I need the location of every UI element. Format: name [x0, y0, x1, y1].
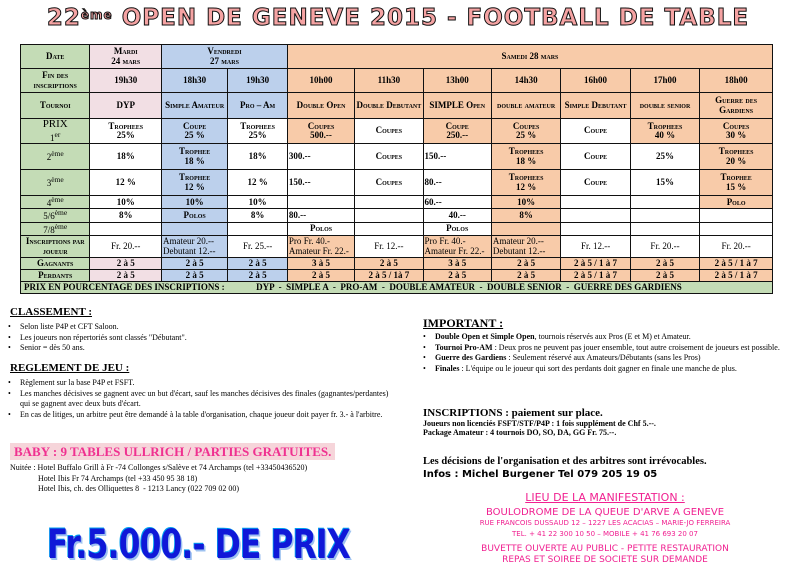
prize-cell: 60.-- [423, 196, 491, 209]
prize-cell: Polos [423, 222, 491, 235]
day-samedi: Samedi 28 mars [287, 45, 772, 69]
gagnants-cell: 3 à 5 [423, 258, 491, 270]
fee-cell: Fr. 20.-- [630, 236, 699, 258]
prize-cell: 80.-- [423, 170, 491, 196]
gagnants-cell: 2 à 5 [90, 258, 162, 270]
tournoi-cell: Simple Amateur [162, 93, 228, 119]
fee-cell: Fr. 25.-- [228, 236, 288, 258]
fee-cell: Fr. 20.-- [700, 236, 773, 258]
prize-cell: 300.-- [287, 144, 354, 170]
gagnants-cell: 2 à 5 [491, 258, 560, 270]
gagnants-row [21, 258, 773, 270]
baby-banner: BABY : 9 TABLES ULLRICH / PARTIES GRATUITES. [10, 443, 335, 460]
important-heading: IMPORTANT : [423, 316, 504, 330]
prize-cell: Coupe [561, 170, 630, 196]
day-vendredi: Vendredi 27 mars [162, 45, 288, 69]
prize-cell: Polos [287, 222, 354, 235]
tournoi-label: Tournoi [21, 93, 90, 119]
prize-cell [355, 222, 423, 235]
prize-cell: 25% [630, 144, 699, 170]
lieu-place: BOULODROME DE LA QUEUE D'ARVE A GENEVE [485, 507, 725, 518]
fee-cell: Fr. 12.-- [561, 236, 630, 258]
prize-row-1 [21, 119, 773, 144]
list-item: • Les joueurs non répertoriés sont classés "Débutant". [8, 333, 398, 344]
time-cell: 10h00 [287, 69, 354, 93]
decisions-block [423, 455, 707, 481]
prize-cell [561, 222, 630, 235]
prize-cell [630, 209, 699, 222]
tournoi-cell: double senior [630, 93, 699, 119]
reglement-heading: REGLEMENT DE JEU : [10, 362, 130, 374]
infos-contact: Infos : Michel Burgener Tel 079 205 19 05 [423, 469, 658, 480]
gagnants-cell: 3 à 5 [287, 258, 354, 270]
list-item: • Senior = dès 50 ans. [8, 343, 398, 354]
gagnants-cell: 2 à 5 / 1 à 7 [561, 258, 630, 270]
place-3-label: 3ème [21, 170, 90, 196]
place-4-label: 4ème [21, 196, 90, 209]
perdants-cell: 2 à 5 / 1 à 7 [561, 270, 630, 282]
lieu-heading: LIEU DE LA MANIFESTATION : [525, 491, 685, 504]
prize-cell: Trophee 18 % [162, 144, 228, 170]
prize-cell: 8% [90, 209, 162, 222]
prize-cell: 150.-- [287, 170, 354, 196]
perdants-cell: 2 à 5 [423, 270, 491, 282]
prize-cell: 80.-- [287, 209, 354, 222]
prize-cell [491, 222, 560, 235]
pourcentage-row [21, 282, 773, 294]
classement-heading: CLASSEMENT : [10, 306, 93, 318]
tournoi-cell: Double Debutant [355, 93, 423, 119]
prize-cell [700, 209, 773, 222]
tournoi-cell: DYP [90, 93, 162, 119]
gagnants-cell: 2 à 5 [630, 258, 699, 270]
nuitee-hotels: Nuitée : Hotel Buffalo Grill à Fr -74 Collonges s/Salève et 74 Archamps (tel +33450436520) Hotel Ibis Fr 74 Archamps (tel +33 450 95 38 18) Hotel Ibis, ch. des Olliquettes 8 - 1213 Lancy (022 709 02 00) [10, 463, 308, 493]
prize-cell [561, 209, 630, 222]
inscriptions-line: Package Amateur : 4 tournois DO, SO, DA, GG Fr. 75.--. [423, 428, 617, 437]
prize-cell: Coupe 250.-- [423, 119, 491, 144]
lieu-address: RUE FRANCOIS DUSSAUD 12 – 1227 LES ACACIAS – MARIE-JO FERREIRA [479, 519, 731, 527]
prize-cell: 12 % [90, 170, 162, 196]
tournoi-cell: Double Open [287, 93, 354, 119]
fee-cell: Fr. 12.-- [355, 236, 423, 258]
prize-cell: Trophees 12 % [491, 170, 560, 196]
prize-cell: 150.-- [423, 144, 491, 170]
prize-cell: Trophees 25% [228, 119, 288, 144]
list-item: • Selon liste P4P et CFT Saloon. [8, 322, 398, 333]
prize-cell [90, 222, 162, 235]
reglement-list [8, 378, 393, 420]
place-2-label: 2ème [21, 144, 90, 170]
time-cell: 18h30 [162, 69, 228, 93]
classement-list [8, 322, 398, 354]
prize-cell: 8% [491, 209, 560, 222]
schedule-table [20, 44, 773, 294]
perdants-cell: 2 à 5 [90, 270, 162, 282]
decisions-text: Les décisions de l'organisation et des arbitres sont irrévocables. [423, 456, 707, 467]
inscriptions-label: Inscriptions par joueur [21, 236, 90, 258]
time-cell: 11h30 [355, 69, 423, 93]
prize-cell [630, 196, 699, 209]
perdants-cell: 2 à 5 [491, 270, 560, 282]
perdants-cell: 2 à 5 [630, 270, 699, 282]
tournoi-cell: double amateur [491, 93, 560, 119]
prize-cell: 10% [228, 196, 288, 209]
prize-cell: Coupe 25 % [162, 119, 228, 144]
perdants-cell: 2 à 5 [287, 270, 354, 282]
header-row-date [21, 45, 773, 69]
prize-cell: 15% [630, 170, 699, 196]
fee-cell: Amateur 20.-- Debutant 12.-- [162, 236, 228, 258]
page-title: 22ème OPEN DE GENEVE 2015 - FOOTBALL DE TABLE [46, 5, 750, 31]
time-cell: 16h00 [561, 69, 630, 93]
fee-cell: Pro Fr. 40.- Amateur Fr. 22.- [423, 236, 491, 258]
prize-cell: 8% [228, 209, 288, 222]
gagnants-cell: 2 à 5 / 1 à 7 [700, 258, 773, 270]
time-cell: 18h00 [700, 69, 773, 93]
list-item: • Guerre des Gardiens : Seulement réservé aux Amateurs/Débutants (sans les Pros) [423, 353, 783, 364]
fee-cell: Pro Fr. 40.- Amateur Fr. 22.- [287, 236, 354, 258]
pourcentage-note: PRIX EN POURCENTAGE DES INSCRIPTIONS : DYP - SIMPLE A - PRO-AM - DOUBLE AMATEUR - DOUBLE SENIOR - GUERRE DES GARDIENS [21, 282, 773, 294]
time-cell: 14h30 [491, 69, 560, 93]
prize-cell: 18% [90, 144, 162, 170]
prize-cell [561, 196, 630, 209]
tournoi-cell: Guerre des Gardiens [700, 93, 773, 119]
prize-cell [700, 222, 773, 235]
gagnants-cell: 2 à 5 [228, 258, 288, 270]
prize-cell: Trophees 25% [90, 119, 162, 144]
prize-cell: Coupe [561, 119, 630, 144]
important-list [423, 332, 783, 374]
lieu-tel: TEL. + 41 22 300 10 50 – MOBILE + 41 76 693 20 07 [512, 530, 698, 538]
lieu-block [440, 492, 770, 566]
list-item: • Les manches décisives se gagnent avec un but d'écart, sauf les manches décisives des finales (gagnantes/perdantes) qui se gagnent avec deux buts d'écart. [8, 389, 393, 410]
fee-cell: Fr. 20.-- [90, 236, 162, 258]
prize-cell [630, 222, 699, 235]
prize-cell: 10% [162, 196, 228, 209]
prize-cell: Trophees 40 % [630, 119, 699, 144]
prize-cell: Polo [700, 196, 773, 209]
header-row-times [21, 69, 773, 93]
inscriptions-row [21, 236, 773, 258]
perdants-row [21, 270, 773, 282]
gagnants-label: Gagnants [21, 258, 90, 270]
prize-cell [228, 222, 288, 235]
place-56-label: 5/6ème [21, 209, 90, 222]
gagnants-cell: 2 à 5 [162, 258, 228, 270]
list-item: • Tournoi Pro-AM : Deux pros ne peuvent pas jouer ensemble, tout autre croisement de joueurs est possible. [423, 343, 783, 354]
day-mardi: Mardi 24 mars [90, 45, 162, 69]
prize-cell: 18% [228, 144, 288, 170]
perdants-cell: 2 à 5 / 1 à 7 [700, 270, 773, 282]
inscriptions-heading: INSCRIPTIONS : paiement sur place. [423, 407, 603, 419]
prize-row-3 [21, 170, 773, 196]
prize-cell: Trophees 18 % [491, 144, 560, 170]
perdants-cell: 2 à 5 / 1à 7 [355, 270, 423, 282]
list-item: • Finales : L'équipe ou le joueur qui sort des perdants doit gagner en finale une manche de plus. [423, 364, 783, 375]
prize-row-78 [21, 222, 773, 235]
prize-cell: Coupes [355, 119, 423, 144]
place-78-label: 7/8ème [21, 222, 90, 235]
tournoi-cell: SIMPLE Open [423, 93, 491, 119]
list-item: • Double Open et Simple Open, tournois réservés aux Pros (E et M) et Amateur. [423, 332, 783, 343]
lieu-buvette: BUVETTE OUVERTE AU PUBLIC - PETITE RESTAURATION [481, 544, 729, 554]
time-cell: 17h00 [630, 69, 699, 93]
prize-row-56 [21, 209, 773, 222]
perdants-cell: 2 à 5 [228, 270, 288, 282]
prize-cell: Coupes 500.-- [287, 119, 354, 144]
prize-cell: Coupes [355, 144, 423, 170]
perdants-label: Perdants [21, 270, 90, 282]
gagnants-cell: 2 à 5 [355, 258, 423, 270]
prize-cell: 10% [491, 196, 560, 209]
prize-row-2 [21, 144, 773, 170]
fin-inscriptions-label: Fin des inscriptions [21, 69, 90, 93]
prize-cell: Trophees 20 % [700, 144, 773, 170]
inscriptions-line: Joueurs non licenciés FSFT/STF/P4P : 1 fois supplément de Chf 5.--. [423, 418, 656, 428]
prize-cell: Coupe [561, 144, 630, 170]
time-cell: 19h30 [90, 69, 162, 93]
list-item: • Règlement sur la base P4P et FSFT. [8, 378, 393, 389]
perdants-cell: 2 à 5 [162, 270, 228, 282]
date-label: Date [21, 45, 90, 69]
tournoi-cell: Pro – Am [228, 93, 288, 119]
big-prize-banner: Fr.5.000.- DE PRIX [47, 522, 351, 568]
place-1-label: PRIX 1er [21, 119, 90, 144]
prize-cell: Polos [162, 209, 228, 222]
prize-cell: 12 % [228, 170, 288, 196]
inscriptions-block [423, 409, 763, 438]
prize-cell: Trophee 15 % [700, 170, 773, 196]
prize-cell: Coupes 30 % [700, 119, 773, 144]
lieu-repas: REPAS ET SOIREE DE SOCIETE SUR DEMANDE [502, 555, 708, 565]
prize-cell: 40.-- [423, 209, 491, 222]
fee-cell: Amateur 20.-- Debutant 12.-- [491, 236, 560, 258]
prize-cell [162, 222, 228, 235]
prize-cell: 10% [90, 196, 162, 209]
prize-cell: Coupes 25 % [491, 119, 560, 144]
time-cell: 13h00 [423, 69, 491, 93]
time-cell: 19h30 [228, 69, 288, 93]
prize-row-4 [21, 196, 773, 209]
tournoi-cell: Simple Debutant [561, 93, 630, 119]
prize-cell: Trophee 12 % [162, 170, 228, 196]
prize-cell [355, 209, 423, 222]
prize-cell [355, 196, 423, 209]
prize-cell [287, 196, 354, 209]
prize-cell: Coupes [355, 170, 423, 196]
header-row-tournoi [21, 93, 773, 119]
list-item: • En cas de litiges, un arbitre peut être demandé à la table d'organisation, chaque joueur doit payer fr. 3.- à l'arbitre. [8, 410, 393, 421]
